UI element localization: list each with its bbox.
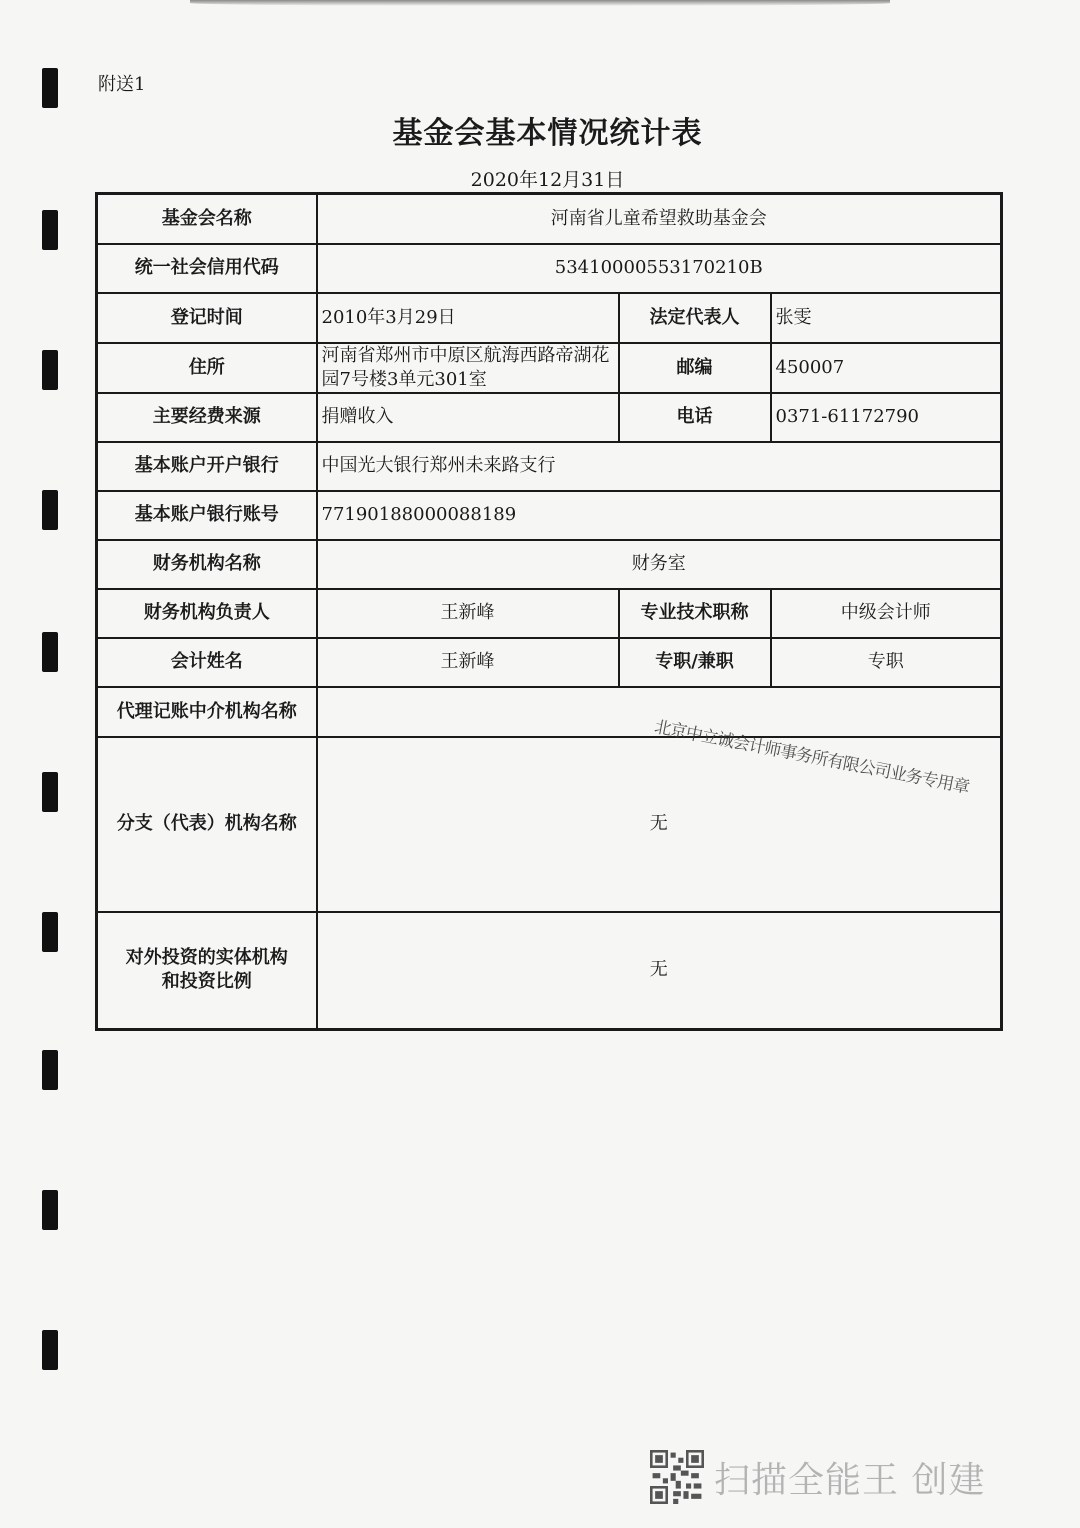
binding-hole-mark [42,1050,58,1090]
phone-label: 电话 [619,393,771,442]
employment-type-label: 专职/兼职 [619,638,771,687]
table-row [97,638,1002,687]
credit-code-label: 统一社会信用代码 [97,244,317,293]
table-row [97,589,1002,638]
accounting-firm-stamp: 北京中立诚会计师事务所有限公司业务专用章 [652,717,971,798]
attachment-label: 附送1 [98,74,146,95]
table-row [97,442,1002,491]
bank-account-value: 77190188000088189 [317,491,1002,540]
page-top-shadow [190,0,890,6]
foundation-name-label: 基金会名称 [97,194,317,244]
postcode-label: 邮编 [619,343,771,393]
binding-hole-mark [42,772,58,812]
qr-code-icon [650,1450,704,1504]
funding-source-value: 捐赠收入 [317,393,619,442]
table-row [97,912,1002,1030]
accountant-label: 会计姓名 [97,638,317,687]
report-date: 2020年12月31日 [470,169,625,191]
binding-hole-mark [42,1330,58,1370]
legal-representative-value: 张雯 [771,293,1002,343]
binding-hole-mark [42,1190,58,1230]
registration-date-label: 登记时间 [97,293,317,343]
professional-title-label: 专业技术职称 [619,589,771,638]
binding-hole-mark [42,912,58,952]
registration-date-value: 2010年3月29日 [317,293,619,343]
accountant-value: 王新峰 [317,638,619,687]
foundation-info-table [95,192,1003,1031]
address-label: 住所 [97,343,317,393]
binding-hole-mark [42,350,58,390]
credit-code-value: 53410000553170210B [317,244,1002,293]
binding-hole-mark [42,68,58,108]
finance-head-label: 财务机构负责人 [97,589,317,638]
professional-title-value: 中级会计师 [771,589,1002,638]
foundation-name-value: 河南省儿童希望救助基金会 [317,194,1002,244]
branch-label: 分支（代表）机构名称 [97,737,317,912]
binding-hole-mark [42,490,58,530]
table-row [97,687,1002,737]
table-row [97,540,1002,589]
scanner-watermark: 扫描全能王 创建 [714,1460,986,1501]
table-row [97,194,1002,244]
bank-label: 基本账户开户银行 [97,442,317,491]
table-row [97,244,1002,293]
table-row [97,491,1002,540]
finance-dept-label: 财务机构名称 [97,540,317,589]
agency-label: 代理记账中介机构名称 [97,687,317,737]
finance-head-value: 王新峰 [317,589,619,638]
funding-source-label: 主要经费来源 [97,393,317,442]
finance-dept-value: 财务室 [317,540,1002,589]
employment-type-value: 专职 [771,638,1002,687]
table-row [97,293,1002,343]
binding-hole-mark [42,632,58,672]
legal-representative-label: 法定代表人 [619,293,771,343]
postcode-value: 450007 [771,343,1002,393]
phone-value: 0371-61172790 [771,393,1002,442]
bank-value: 中国光大银行郑州未来路支行 [317,442,1002,491]
investment-label-line2: 和投资比例 [161,971,252,993]
investment-label [97,912,317,1030]
table-row [97,343,1002,393]
branch-value: 无 [317,737,1002,912]
investment-label-line1: 对外投资的实体机构 [125,947,288,969]
table-row [97,393,1002,442]
bank-account-label: 基本账户银行账号 [97,491,317,540]
address-value: 河南省郑州市中原区航海西路帝湖花园7号楼3单元301室 [317,343,619,393]
investment-value: 无 [317,912,1002,1030]
page-title: 基金会基本情况统计表 [392,116,703,151]
binding-hole-mark [42,210,58,250]
